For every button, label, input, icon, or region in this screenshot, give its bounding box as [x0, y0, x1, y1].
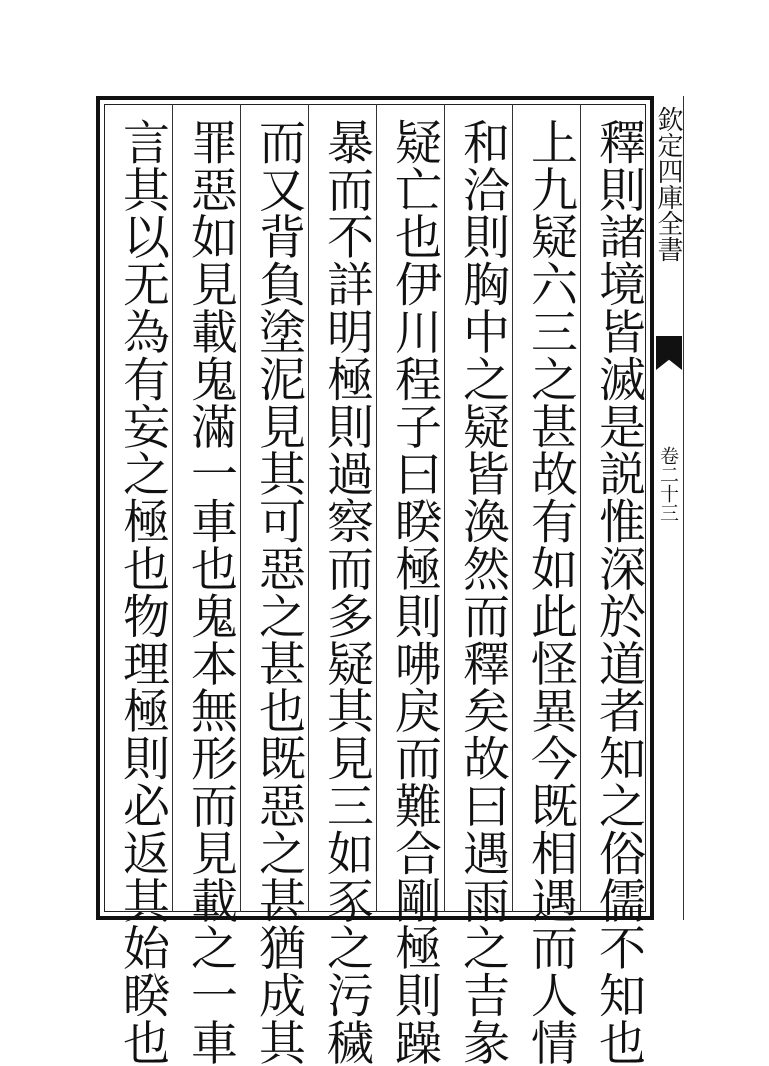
text-column-2: 上九疑六三之甚故有如此怪異今既相遇而人情 — [523, 118, 578, 1066]
book-title: 欽定四庫全書 — [653, 106, 683, 262]
text-column-8: 言其以无為有妄之極也物理極則必返其始睽也 — [115, 118, 170, 1066]
text-column-3: 和洽則胸中之疑皆渙然而釋矣故曰遇雨之吉彖 — [455, 118, 510, 1066]
text-column-6: 而又背負塗泥見其可惡之甚也既惡之甚猶成其 — [251, 118, 306, 1066]
text-column-7: 罪惡如見載鬼滿一車也鬼本無形而見載之一車 — [183, 118, 238, 1066]
juan-number: 卷二十三 — [657, 446, 679, 522]
text-column-5: 暴而不詳明極則過察而多疑其見三如豕之污穢 — [319, 118, 374, 1066]
text-column-1: 釋則諸境皆滅是説惟深於道者知之俗儒不知也 — [591, 118, 646, 1066]
text-column-4: 疑亡也伊川程子曰睽極則咈戾而難合剛極則躁 — [387, 118, 442, 1066]
